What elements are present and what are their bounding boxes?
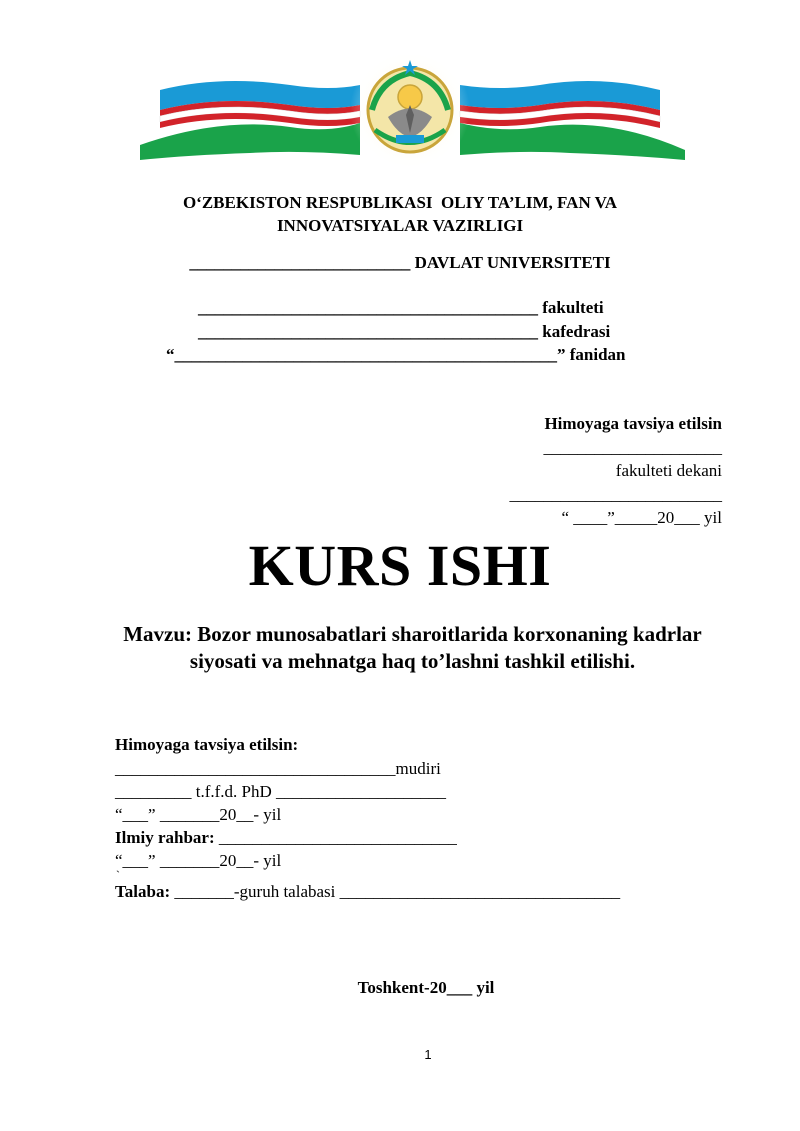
subject-line: “_____________________________________________” fanidan (166, 345, 626, 364)
advisor-label: Ilmiy rahbar: (115, 828, 215, 847)
document-title: KURS ISHI (248, 533, 552, 598)
page-number: 1 (424, 1047, 432, 1062)
approval-top-blank-2: _________________________ (509, 485, 722, 504)
department-head-line: _________________________________mudiri (115, 759, 441, 778)
phd-line: _________ t.f.f.d. PhD ____________________ (115, 782, 447, 801)
student-rest: _______-guruh talabasi _________________________________ (170, 882, 621, 901)
advisor-blank: ____________________________ (214, 828, 457, 847)
tick-mark: ` (116, 868, 120, 882)
student-line (115, 882, 620, 902)
topic-line-2: siyosati va mehnatga haq to’lashni tashkil etilishi. (189, 649, 636, 673)
approval-top-date: “ ____”_____20___ yil (561, 508, 722, 527)
state-emblem-flag-banner (130, 55, 690, 165)
approval-date-1: “___” _______20__- yil (115, 805, 282, 824)
faculty-line: ________________________________________ fakulteti (198, 298, 604, 317)
department-line: ________________________________________ kafedrasi (198, 322, 611, 341)
approval-top-blank-1: _____________________ (543, 438, 722, 457)
approval-date-2: “___” _______20__- yil (115, 851, 282, 870)
approval-bottom-title: Himoyaga tavsiya etilsin: (115, 735, 299, 754)
topic-line-1: Mavzu: Bozor munosabatlari sharoitlarida korxonaning kadrlar (123, 622, 702, 646)
ministry-line-1: O‘ZBEKISTON RESPUBLIKASI OLIY TA’LIM, FAN VA (182, 193, 618, 212)
dean-label: fakulteti dekani (615, 461, 722, 480)
right-flag-icon (460, 81, 685, 160)
coat-of-arms-icon (350, 55, 470, 165)
left-flag-icon (140, 81, 360, 160)
ministry-line-2: INNOVATSIYALAR VAZIRLIGI (276, 216, 524, 235)
approval-top-title: Himoyaga tavsiya etilsin (544, 414, 722, 433)
university-line: __________________________ DAVLAT UNIVERSITETI (189, 253, 611, 272)
student-label: Talaba: (115, 882, 171, 901)
advisor-line (115, 828, 457, 848)
city-year: Toshkent-20___ yil (357, 978, 495, 997)
